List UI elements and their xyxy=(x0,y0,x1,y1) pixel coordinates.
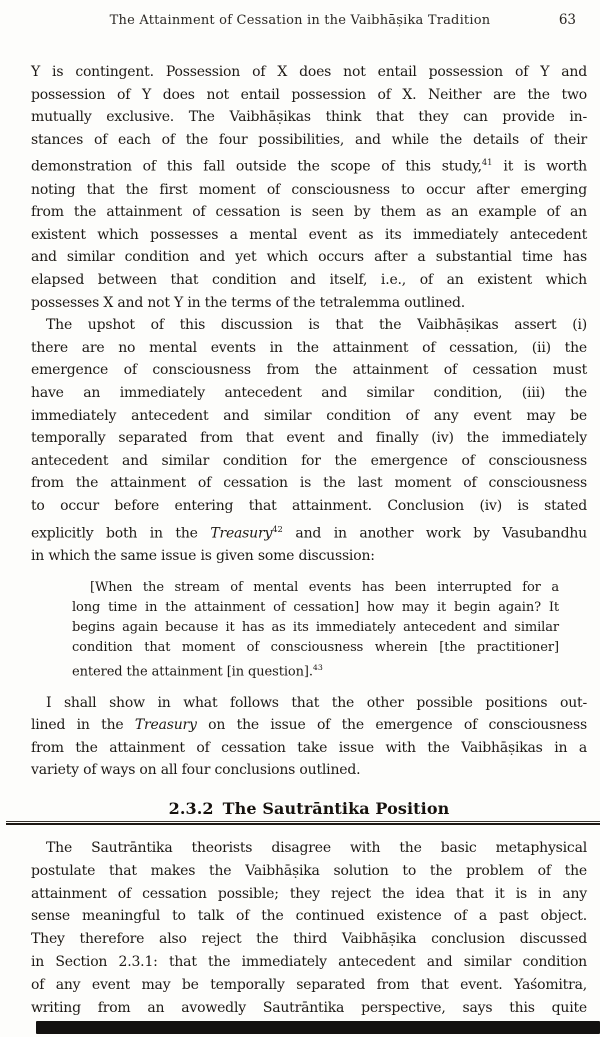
text-line: postulate that makes the Vaibhāṣika solution to the problem of the xyxy=(31,862,587,879)
text-line: from the attainment of cessation take issue with the Vaibhāṣikas in a xyxy=(31,739,587,756)
section-heading-number: 2.3.2 xyxy=(168,799,214,819)
heading-rule xyxy=(6,821,600,825)
text-line: in which the same issue is given some discussion: xyxy=(31,547,375,564)
text-line: explicitly both in the Treasury$^{42}$ and in another work by Vasubandhu xyxy=(31,523,587,542)
running-header-title: The Attainment of Cessation in the Vaibhāṣika Tradition xyxy=(109,13,491,28)
text-line: existent which possesses a mental event as its immediately antecedent xyxy=(31,226,587,243)
text-line: emergence of consciousness from the attainment of cessation must xyxy=(31,362,587,379)
text-line: temporally separated from that event and finally (iv) the immediately xyxy=(31,430,587,447)
text-line: possesses X and not Y in the terms of the tetralemma outlined. xyxy=(31,294,466,311)
text-line: The Sautrāntika theorists disagree with the basic metaphysical xyxy=(46,840,587,857)
paragraph-2 xyxy=(31,314,587,567)
page-number: 63 xyxy=(558,12,576,28)
text-line: from the attainment of cessation is the last moment of consciousness xyxy=(31,475,587,492)
text-line: of any event may be temporally separated from that event. Yaśomitra, xyxy=(31,976,587,993)
scan-edge-artifact xyxy=(36,1021,600,1034)
text-column xyxy=(31,0,587,1019)
text-line: elapsed between that condition and itself, i.e., of an existent which xyxy=(31,272,587,288)
text-line: mutually exclusive. The Vaibhāṣikas think that they can provide in- xyxy=(31,109,587,126)
text-line: entered the attainment [in question].$^{43}$ xyxy=(72,663,323,680)
text-line: I shall show in what follows that the other possible positions out- xyxy=(46,694,587,711)
paragraph-3 xyxy=(31,692,587,782)
text-line: demonstration of this fall outside the scope of this study,$^{41}$ it is worth xyxy=(31,157,587,176)
text-line: Y is contingent. Possession of X does not entail possession of Y and xyxy=(31,64,587,80)
text-line: in Section 2.3.1: that the immediately antecedent and similar condition xyxy=(31,954,587,971)
text-line: condition that moment of consciousness wherein [the practitioner] xyxy=(72,640,559,656)
paragraph-4 xyxy=(31,837,587,1019)
text-line: sense meaningful to talk of the continued existence of a past object. xyxy=(31,908,587,925)
text-line: have an immediately antecedent and similar condition, (iii) the xyxy=(31,384,587,401)
text-line: to occur before entering that attainment. Conclusion (iv) is stated xyxy=(31,497,587,514)
text-line: attainment of cessation possible; they reject the idea that it is in any xyxy=(31,885,587,902)
text-line: and similar condition and yet which occurs after a substantial time has xyxy=(31,249,587,266)
section-heading xyxy=(31,799,587,818)
paragraph-1 xyxy=(31,61,587,314)
text-line: from the attainment of cessation is seen by them as an example of an xyxy=(31,204,587,221)
section-heading-title: The Sautrāntika Position xyxy=(222,799,450,819)
text-line: lined in the Treasury on the issue of the emergence of consciousness xyxy=(31,717,587,734)
text-line: antecedent and similar condition for the emergence of consciousness xyxy=(31,452,587,469)
text-line: noting that the first moment of consciousness to occur after emerging xyxy=(31,181,587,198)
text-line: variety of ways on all four conclusions outlined. xyxy=(31,762,361,779)
text-line: begins again because it has as its immediately antecedent and similar xyxy=(72,620,559,636)
text-line: [When the stream of mental events has been interrupted for a xyxy=(90,580,559,596)
text-line: immediately antecedent and similar condition of any event may be xyxy=(31,407,587,424)
text-line: They therefore also reject the third Vaibhāṣika conclusion discussed xyxy=(31,931,587,948)
text-line: there are no mental events in the attainment of cessation, (ii) the xyxy=(31,339,587,356)
text-line: stances of each of the four possibilities, and while the details of their xyxy=(31,131,587,148)
text-line: long time in the attainment of cessation] how may it begin again? It xyxy=(72,600,559,616)
text-line: The upshot of this discussion is that the Vaibhāṣikas assert (i) xyxy=(46,317,587,334)
blockquote xyxy=(31,578,587,682)
text-line: writing from an avowedly Sautrāntika perspective, says this quite xyxy=(31,999,587,1016)
text-line: possession of Y does not entail possession of X. Neither are the two xyxy=(31,86,587,103)
